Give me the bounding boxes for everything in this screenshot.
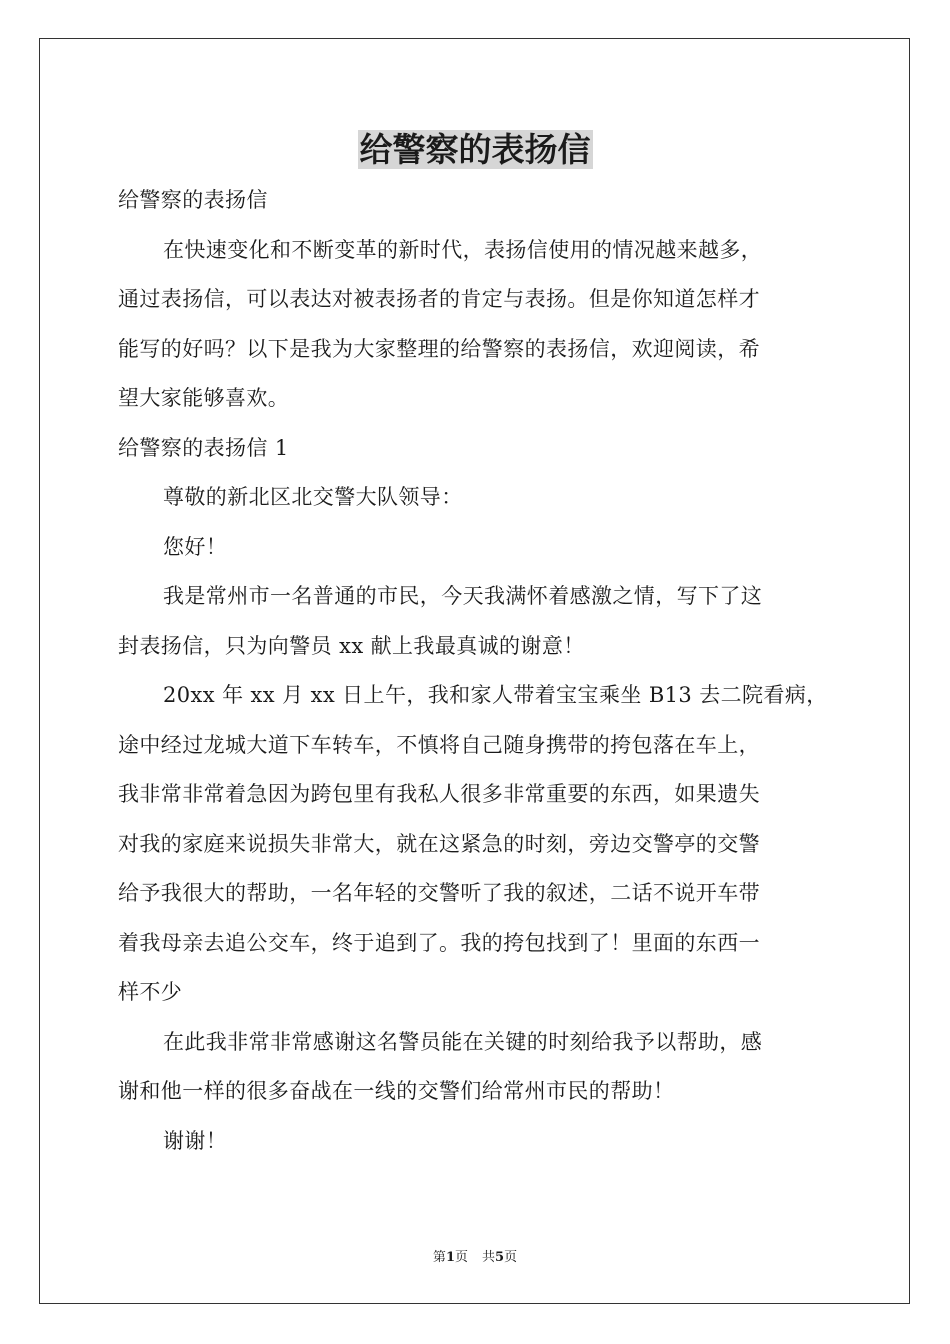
text-line: 您好！ [163,534,228,559]
footer-page-prefix: 第 [432,1250,446,1265]
document-title-text: 给警察的表扬信 [359,130,591,169]
text-line: 封表扬信，只为向警员 xx 献上我最真诚的谢意！ [118,633,585,658]
text-line: 谢和他一样的很多奋战在一线的交警们给常州市民的帮助！ [118,1079,675,1103]
document-title [0,128,950,172]
footer-page-suffix: 页 [454,1250,468,1265]
text-line: 样不少 [118,980,183,1004]
text-line: 在此我非常非常感谢这名警员能在关键的时刻给我予以帮助，感 [163,1029,763,1054]
footer-total-prefix: 共 [482,1250,496,1265]
text-line: 我非常非常着急因为跨包里有我私人很多非常重要的东西，如果遗失 [118,782,760,806]
text-line: 对我的家庭来说损失非常大，就在这紧急的时刻，旁边交警亭的交警 [118,831,760,856]
text-line: 在快速变化和不断变革的新时代，表扬信使用的情况越来越多， [163,237,763,262]
text-line: 途中经过龙城大道下车转车，不慎将自己随身携带的挎包落在车上， [118,732,760,757]
text-line: 给警察的表扬信 [118,188,268,212]
text-line: 望大家能够喜欢。 [118,386,290,410]
text-line: 尊敬的新北区北交警大队领导： [163,485,463,509]
footer-total-suffix: 页 [504,1250,518,1265]
footer-page-total: 5 [495,1250,505,1265]
footer-page-current: 1 [445,1250,455,1265]
text-line: 我是常州市一名普通的市民，今天我满怀着感激之情，写下了这 [163,584,763,608]
text-line: 给予我很大的帮助，一名年轻的交警听了我的叙述，二话不说开车带 [118,881,760,905]
page-footer [0,1246,950,1265]
text-line: 着我母亲去追公交车，终于追到了。我的挎包找到了！里面的东西一 [118,930,760,955]
text-line: 20xx 年 xx 月 xx 日上午，我和家人带着宝宝乘坐 B13 去二院看病， [163,683,828,707]
text-line: 给警察的表扬信 1 [118,435,289,460]
text-line: 谢谢！ [163,1128,228,1153]
text-line: 通过表扬信，可以表达对被表扬者的肯定与表扬。但是你知道怎样才 [118,287,760,311]
text-line: 能写的好吗？以下是我为大家整理的给警察的表扬信，欢迎阅读，希 [118,336,760,361]
document-body [118,176,838,1166]
